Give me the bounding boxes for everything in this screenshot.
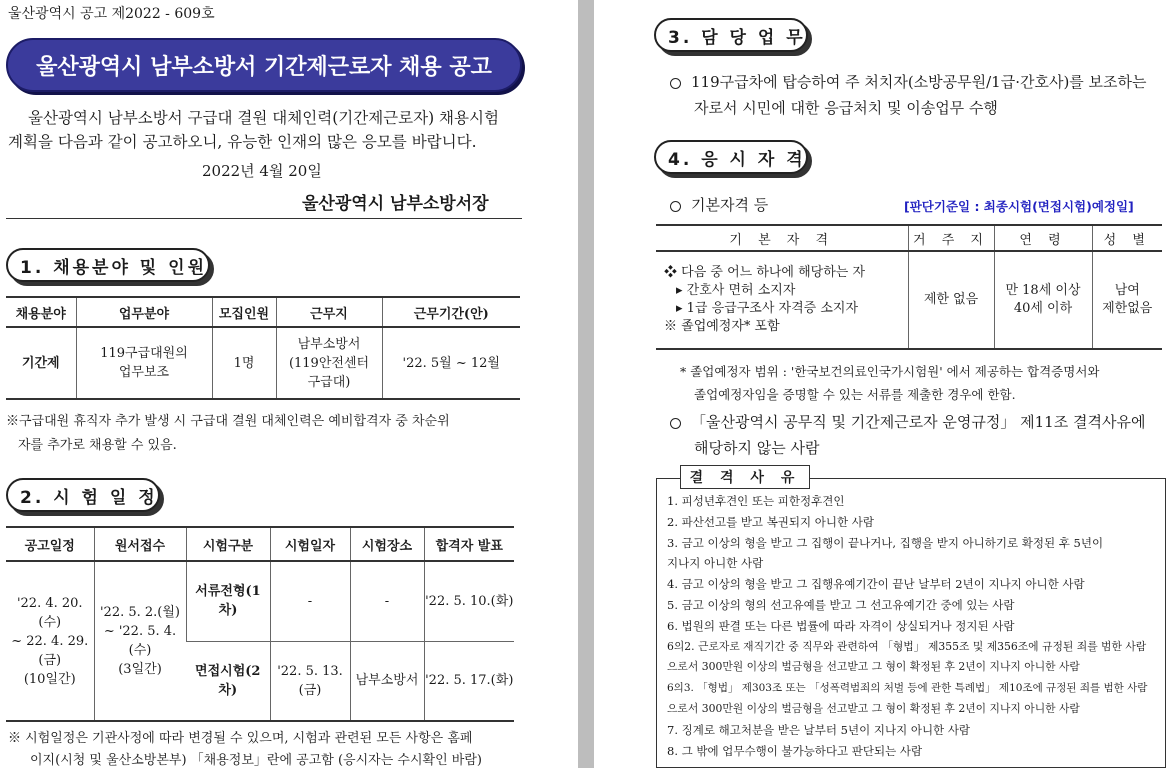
list-item: 6. 법원의 판결 또는 다른 법률에 따라 자격이 상실되거나 정지된 사람 [667, 618, 1015, 633]
section2-note-line2: 이지(시청 및 울산소방본부) 「채용정보」란에 공고함 (응시자는 수시확인 바람) [30, 753, 482, 768]
list-item: 6의2. 근로자로 재직기간 중 직무와 관련하여 「형법」 제355조 및 제356조에 규정된 죄를 범한 사람 [667, 639, 1147, 653]
list-item: 으로서 300만원 이상의 벌금형을 선고받고 그 형이 확정된 후 2년이 지나지 아니한 사람 [667, 660, 1080, 674]
cell-place: 남부소방서 (119안전센터 구급대) [276, 327, 382, 399]
table-row [6, 327, 520, 399]
col-header-result: 합격자 발표 [424, 527, 514, 561]
graduate-footnote-line2: 졸업예정자임을 증명할 수 있는 서류를 제출한 경우에 한함. [694, 387, 1016, 402]
disqualification-box [656, 478, 1166, 768]
qualification-table [656, 224, 1162, 350]
cell-work: 119구급대원의 업무보조 [76, 327, 212, 399]
cell-exam-type: 서류전형(1차) [186, 561, 270, 641]
col-header-work: 업무분야 [76, 297, 212, 327]
col-header-date: 시험일자 [270, 527, 350, 561]
cell-exam-type: 면접시험(2차) [186, 641, 270, 721]
list-item: 지나지 아니한 사람 [667, 556, 764, 571]
left-page [0, 0, 578, 768]
regulation-line2: 해당하지 않는 사람 [694, 439, 820, 457]
cell-residence: 제한 없음 [908, 251, 994, 349]
cell-age: 만 18세 이상 40세 이하 [994, 251, 1092, 349]
section4-heading: 4. 응 시 자 격 [654, 140, 808, 174]
list-item: 5. 금고 이상의 형의 선고유예를 받고 그 선고유예기간 중에 있는 사람 [667, 597, 1015, 612]
criteria-date-note: [판단기준일 : 최종시험(면접시험)예정일] [904, 199, 1134, 214]
table-row [656, 251, 1162, 349]
table-row [6, 561, 514, 641]
cell-gender: 남여 제한없음 [1092, 251, 1162, 349]
cell-exam-date: - [270, 561, 350, 641]
col-header-apply: 원서접수 [94, 527, 186, 561]
circle-bullet-icon [670, 201, 681, 212]
col-header-count: 모집인원 [212, 297, 276, 327]
list-item: 7. 징계로 해고처분을 받은 날부터 5년이 지나지 아니한 사람 [667, 722, 971, 737]
cell-count: 1명 [212, 327, 276, 399]
cell-exam-result: '22. 5. 17.(화) [424, 641, 514, 721]
announcement-title-banner: 울산광역시 남부소방서 기간제근로자 채용 공고 [6, 38, 522, 92]
list-item: 으로서 300만원 이상의 벌금형을 선고받고 그 형이 확정된 후 2년이 지나지 아니한 사람 [667, 701, 1080, 715]
col-header-venue: 시험장소 [350, 527, 424, 561]
cell-exam-venue: - [350, 561, 424, 641]
col-header-field: 채용분야 [6, 297, 76, 327]
divider [6, 218, 522, 219]
cell-notice-period: '22. 4. 20.(수) ~ 22. 4. 29.(금) (10일간) [6, 561, 94, 721]
disqualification-title: 결 격 사 유 [680, 465, 810, 489]
section1-heading: 1. 채용분야 및 인원 [6, 248, 210, 282]
recruitment-table [6, 296, 520, 400]
list-item: 6의3. 「형법」 제303조 또는 「성폭력범죄의 처벌 등에 관한 특례법」 제10조에 규정된 죄를 범한 사람 [667, 682, 1148, 695]
list-item: 1. 피성년후견인 또는 피한정후견인 [667, 494, 845, 508]
list-item: 2. 파산선고를 받고 복권되지 아니한 사람 [667, 514, 874, 529]
col-header-place: 근무지 [276, 297, 382, 327]
section2-note-line1: ※ 시험일정은 기관사정에 따라 변경될 수 있으며, 시험과 관련된 모든 사항은 홈페 [8, 731, 473, 746]
cell-exam-venue: 남부소방서 [350, 641, 424, 721]
cell-exam-result: '22. 5. 10.(화) [424, 561, 514, 641]
exam-schedule-table [6, 526, 514, 722]
col-header-period: 근무기간(안) [382, 297, 520, 327]
basic-qualification-label: 기본자격 등 [670, 194, 768, 215]
announcement-number: 울산광역시 공고 제2022 - 609호 [8, 6, 215, 22]
announcement-date: 2022년 4월 20일 [202, 162, 322, 180]
signer-name: 울산광역시 남부소방서장 [302, 194, 489, 214]
right-page [594, 0, 1176, 768]
cell-exam-date: '22. 5. 13.(금) [270, 641, 350, 721]
col-header-notice: 공고일정 [6, 527, 94, 561]
list-item: 4. 금고 이상의 형을 받고 그 집행유예기간이 끝난 날부터 2년이 지나지 아니한 사람 [667, 577, 1085, 592]
col-header-gender: 성 별 [1092, 225, 1162, 251]
col-header-residence: 거 주 지 [908, 225, 994, 251]
col-header-basic-qual: 기 본 자 격 [656, 225, 908, 251]
list-item: 8. 그 밖에 업무수행이 불가능하다고 판단되는 사람 [667, 743, 923, 758]
circle-bullet-icon [670, 78, 681, 89]
list-item: 3. 금고 이상의 형을 받고 그 집행이 끝나거나, 집행을 받지 아니하기로 확정된 후 5년이 [667, 535, 1104, 550]
cell-qualification: ❖ 다음 중 어느 하나에 해당하는 자 ▸ 간호사 면허 소지자 ▸ 1급 응급구조사 자격증 소지자 ※ 졸업예정자* 포함 [656, 251, 908, 349]
cell-period: '22. 5월 ~ 12월 [382, 327, 520, 399]
intro-text-line1: 울산광역시 남부소방서 구급대 결원 대체인력(기간제근로자) 채용시험 [28, 109, 499, 127]
section1-note-line2: 자를 추가로 채용할 수 있음. [18, 438, 177, 453]
circle-bullet-icon [670, 418, 681, 429]
intro-text-line2: 계획을 다음과 같이 공고하오니, 유능한 인재의 많은 응모를 바랍니다. [8, 133, 477, 151]
graduate-footnote-line1: * 졸업예정자 범위 : '한국보건의료인국가시험원' 에서 제공하는 합격증명서와 [680, 364, 1100, 379]
regulation-line1: 「울산광역시 공무직 및 기간제근로자 운영규정」 제11조 결격사유에 [670, 411, 1145, 432]
section2-heading: 2. 시 험 일 정 [6, 478, 160, 512]
col-header-type: 시험구분 [186, 527, 270, 561]
cell-apply-period: '22. 5. 2.(월) ~ '22. 5. 4.(수) (3일간) [94, 561, 186, 721]
duty-line2: 자로서 시민에 대한 응급처치 및 이송업무 수행 [694, 99, 998, 117]
section1-note-line1: ※구급대원 휴직자 추가 발생 시 구급대 결원 대체인력은 예비합격자 중 차순위 [6, 414, 450, 429]
duty-line1: 119구급차에 탑승하여 주 처치자(소방공무원/1급·간호사)를 보조하는 [670, 71, 1147, 92]
section3-heading: 3. 담 당 업 무 [654, 18, 808, 52]
cell-field: 기간제 [6, 327, 76, 399]
col-header-age: 연 령 [994, 225, 1092, 251]
